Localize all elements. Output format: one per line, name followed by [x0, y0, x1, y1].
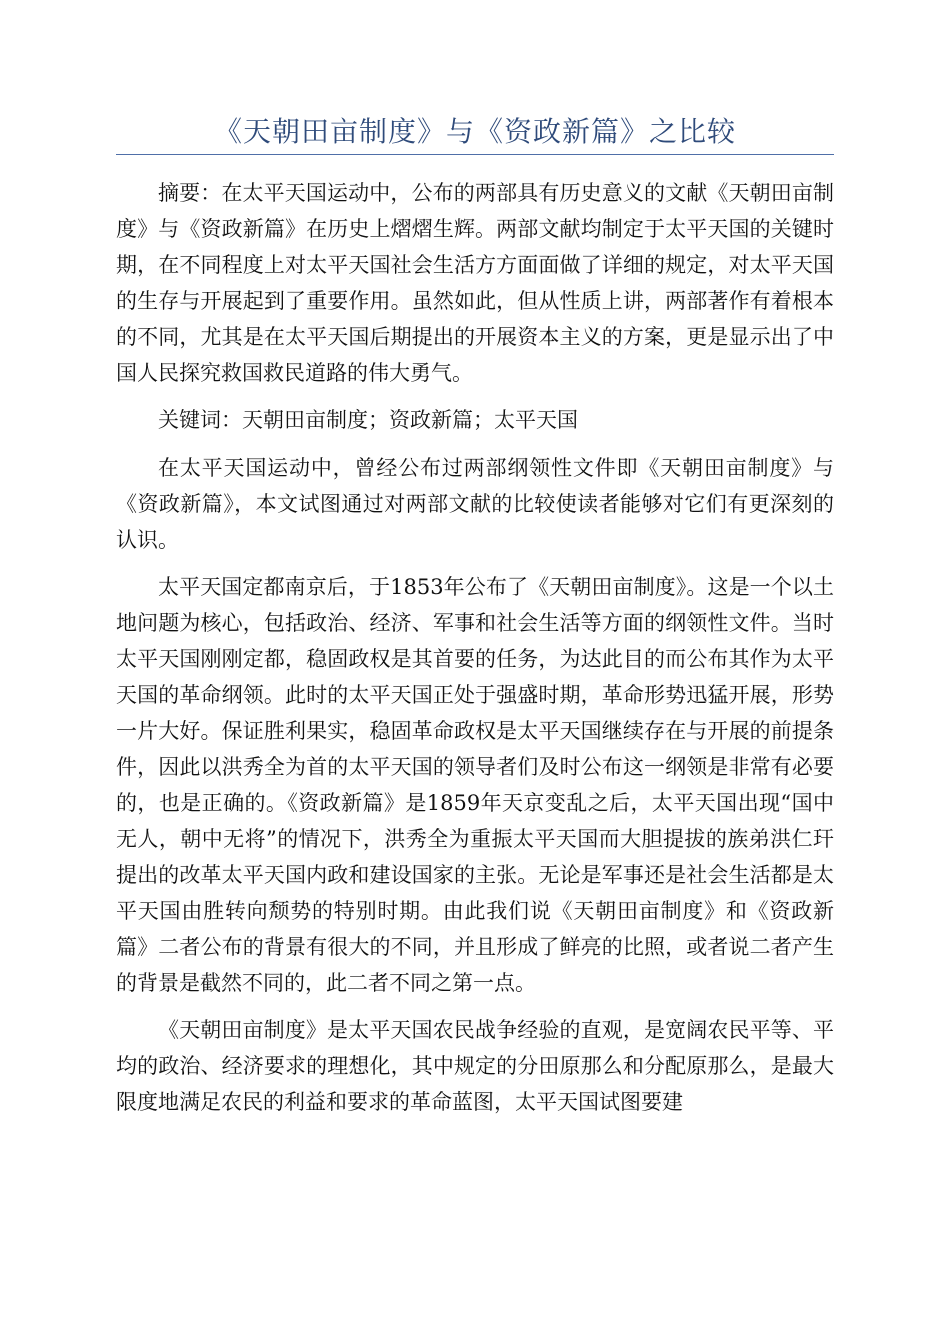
document-body	[116, 175, 834, 1131]
body-paragraph: 在太平天国运动中，曾经公布过两部纲领性文件即《天朝田亩制度》与《资政新篇》，本文试图通过对两部文献的比较使读者能够对它们有更深刻的认识。	[116, 456, 834, 552]
abstract-paragraph: 摘要：在太平天国运动中，公布的两部具有历史意义的文献《天朝田亩制度》与《资政新篇》在历史上熠熠生辉。两部文献均制定于太平天国的关键时期，在不同程度上对太平天国社会生活方方面面做了详细的规定，对太平天国的生存与开展起到了重要作用。虽然如此，但从性质上讲，两部著作有着根本的不同，尤其是在太平天国后期提出的开展资本主义的方案，更是显示出了中国人民探究救国救民道路的伟大勇气。	[116, 181, 834, 385]
title-underline	[116, 154, 834, 155]
keywords-line: 关键词：天朝田亩制度；资政新篇；太平天国	[158, 408, 578, 432]
body-paragraph: 《天朝田亩制度》是太平天国农民战争经验的直观，是宽阔农民平等、平均的政治、经济要求的理想化，其中规定的分田原那么和分配原那么，是最大限度地满足农民的利益和要求的革命蓝图，太平天国试图要建	[116, 1018, 834, 1114]
body-paragraph: 太平天国定都南京后，于1853年公布了《天朝田亩制度》。这是一个以土地问题为核心，包括政治、经济、军事和社会生活等方面的纲领性文件。当时太平天国刚刚定都，稳固政权是其首要的任务，为达此目的而公布其作为太平天国的革命纲领。此时的太平天国正处于强盛时期，革命形势迅猛开展，形势一片大好。保证胜利果实，稳固革命政权是太平天国继续存在与开展的前提条件，因此以洪秀全为首的太平天国的领导者们及时公布这一纲领是非常有必要的，也是正确的。《资政新篇》是1859年天京变乱之后，太平天国出现“国中无人，朝中无将”的情况下，洪秀全为重振太平天国而大胆提拔的族弟洪仁玕提出的改革太平天国内政和建设国家的主张。无论是军事还是社会生活都是太平天国由胜转向颓势的特别时期。由此我们说《天朝田亩制度》和《资政新篇》二者公布的背景有很大的不同，并且形成了鲜亮的比照，或者说二者产生的背景是截然不同的，此二者不同之第一点。	[116, 575, 834, 995]
document-title: 《天朝田亩制度》与《资政新篇》之比较	[213, 115, 736, 148]
